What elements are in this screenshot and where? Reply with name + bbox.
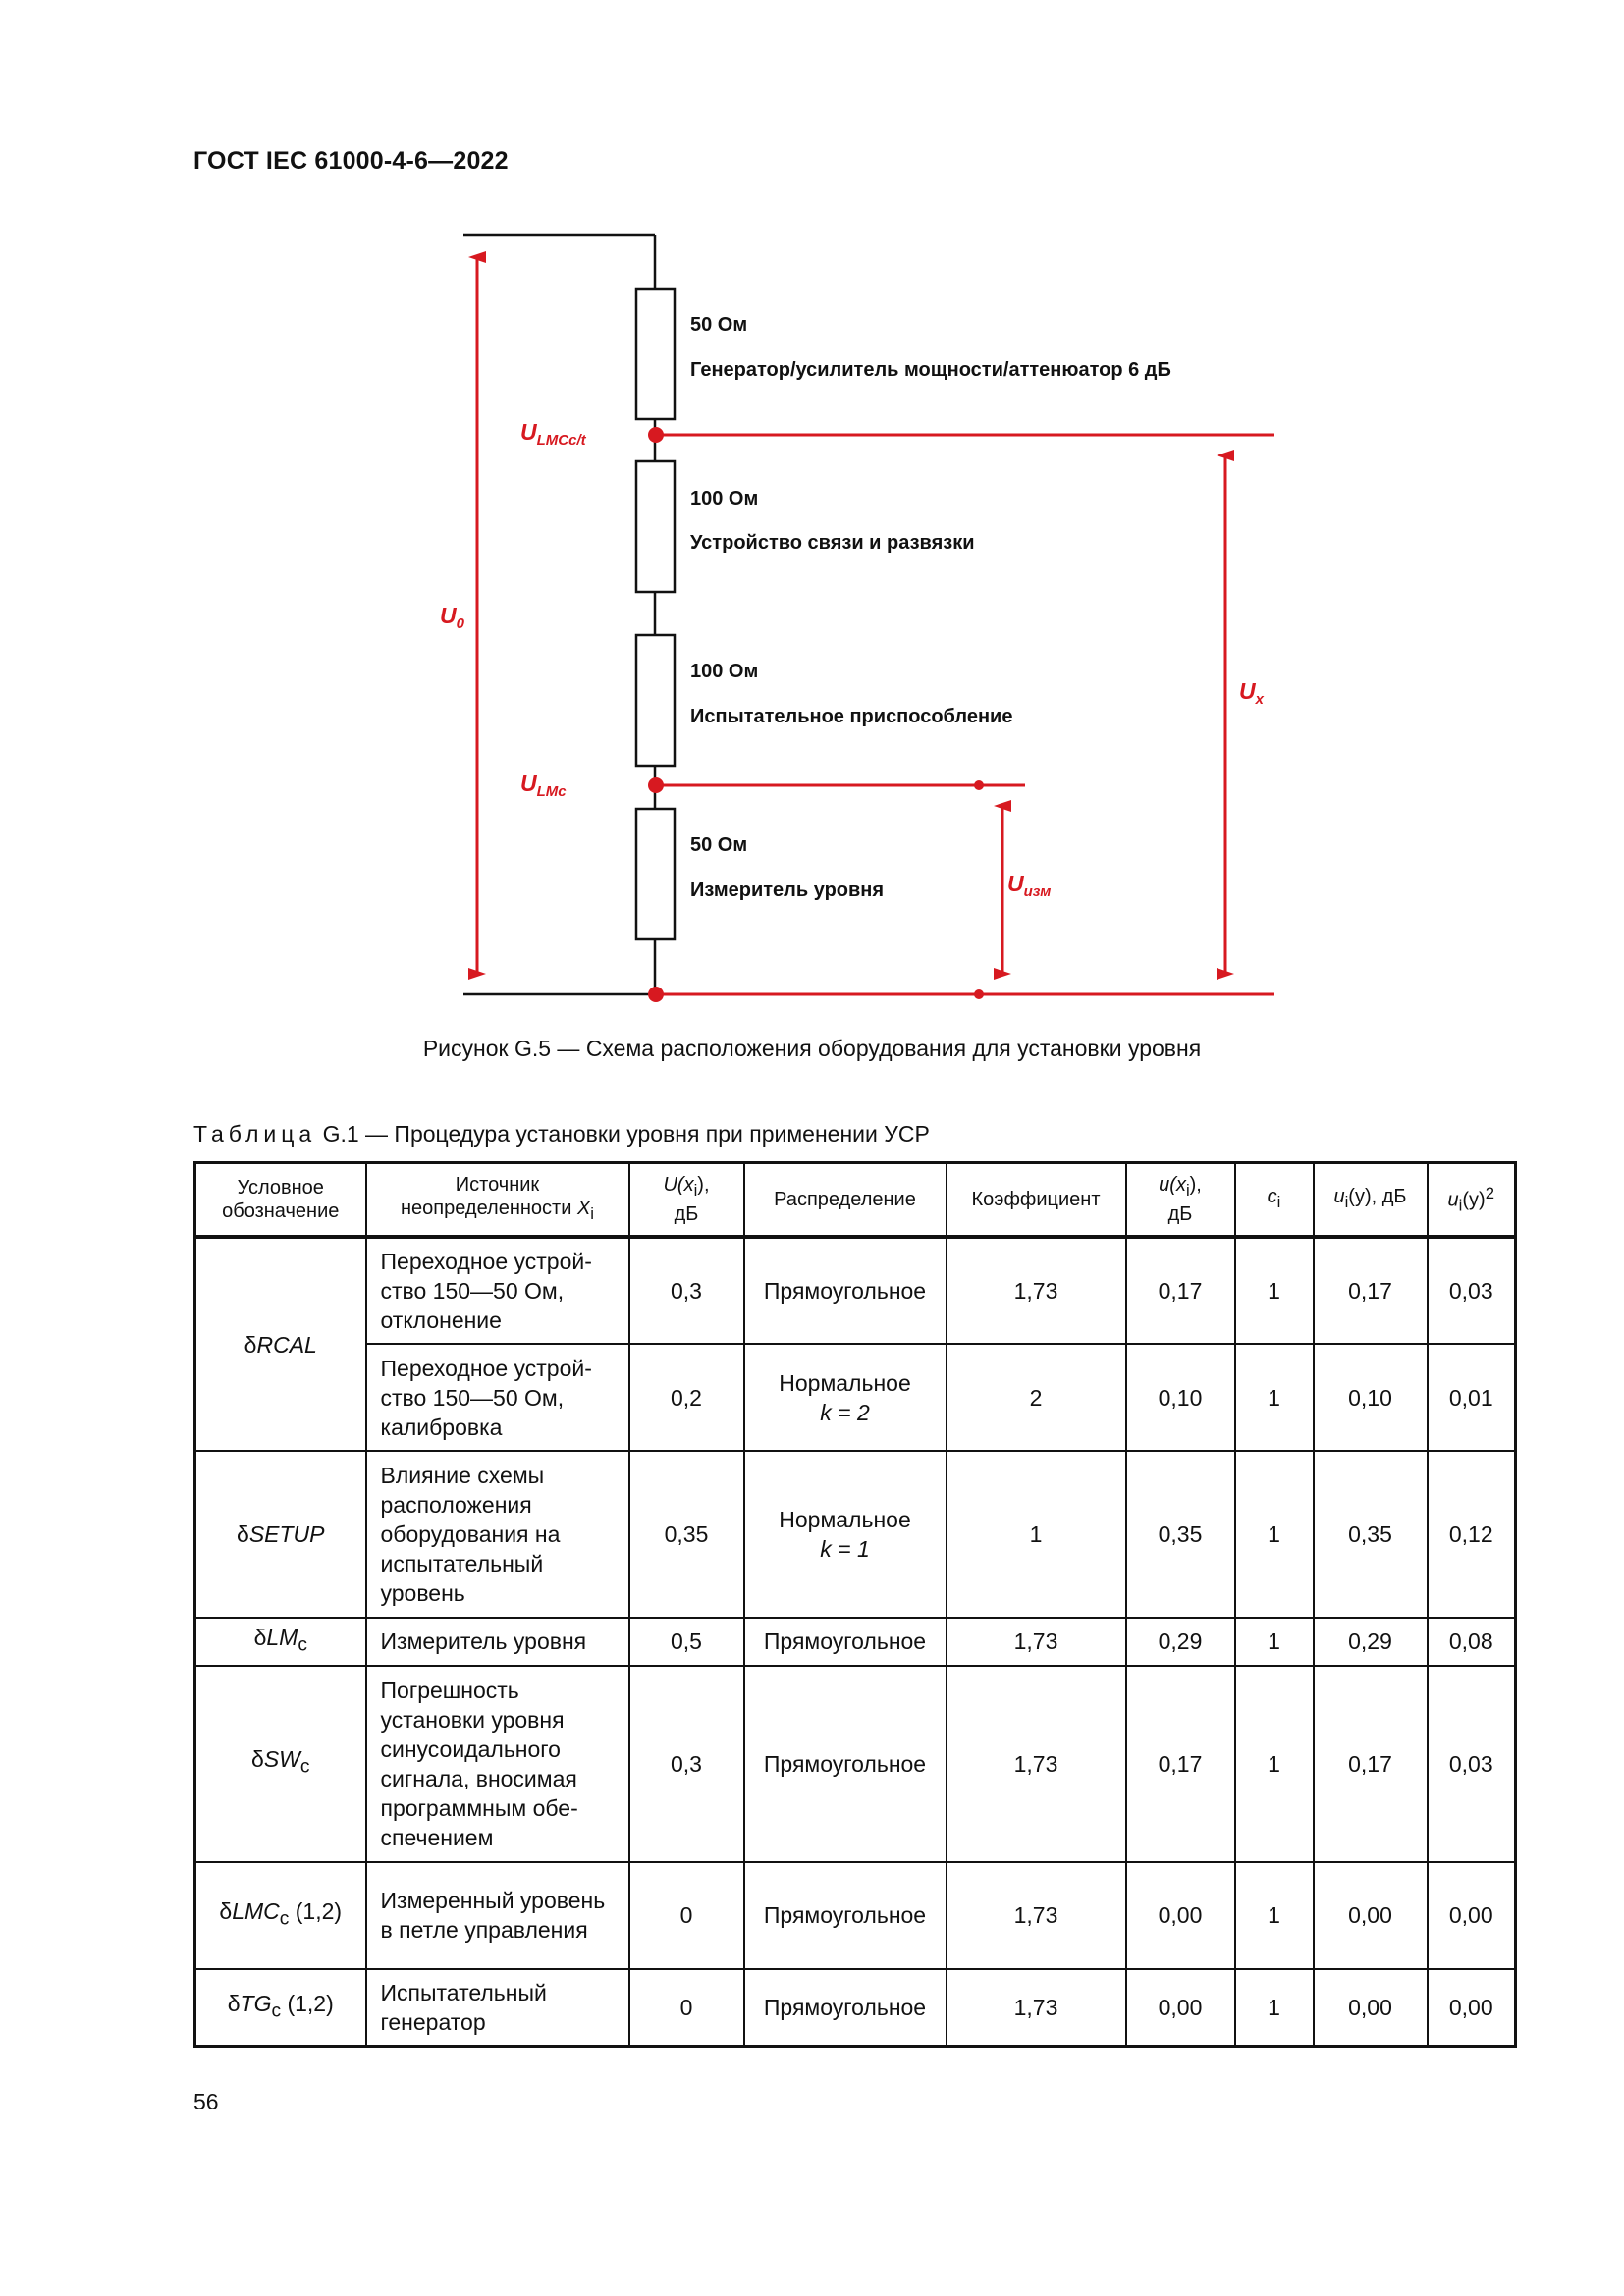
label-uizm: $U_{изм}$: [1007, 871, 1052, 900]
table-row: [195, 1666, 1516, 1862]
component-4-value: 50 Ом: [690, 834, 748, 856]
u-cell: 0: [629, 1862, 744, 1969]
uy2-cell: 0,00: [1428, 1862, 1516, 1969]
symbol-swc: δSW$_c$: [195, 1666, 366, 1862]
u-cell: 0,3: [629, 1237, 744, 1344]
uncertainty-table: [193, 1161, 1517, 2048]
distribution-cell: Нормальное k = 2: [744, 1344, 947, 1451]
label-u0: $U_0$: [440, 603, 464, 632]
u-cell: 0,2: [629, 1344, 744, 1451]
ux-cell: 0,00: [1126, 1969, 1235, 2047]
uy-cell: 0,17: [1314, 1237, 1428, 1344]
distribution-cell: Прямоугольное: [744, 1969, 947, 2047]
component-2-value: 100 Ом: [690, 488, 759, 509]
c-cell: 1: [1235, 1969, 1314, 2047]
coefficient-cell: 1,73: [947, 1237, 1126, 1344]
component-3-desc: Испытательное приспособление: [690, 706, 1013, 727]
source-cell: Испытательный генератор: [366, 1969, 629, 2047]
circuit-diagram: [0, 0, 1624, 1021]
ux-cell: 0,29: [1126, 1618, 1235, 1666]
node-bottom-small: [974, 989, 984, 999]
coefficient-cell: 1: [947, 1451, 1126, 1618]
source-cell: Погрешность установки уровня синусоидального сигнала, вносимая программным обе-спечением: [366, 1666, 629, 1862]
ux-cell: 0,17: [1126, 1237, 1235, 1344]
label-ulmc: $U_{LMc}$: [520, 771, 567, 800]
resistor-100-ohm-fixture: [636, 635, 675, 766]
u-cell: 0,3: [629, 1666, 744, 1862]
node-ulmc-end: [974, 780, 984, 790]
ux-cell: 0,10: [1126, 1344, 1235, 1451]
uy2-cell: 0,03: [1428, 1237, 1516, 1344]
uy2-cell: 0,12: [1428, 1451, 1516, 1618]
header-uiy2: $u_i(y)^2$: [1428, 1163, 1516, 1238]
resistor-50-ohm-generator: [636, 289, 675, 419]
header-ci: $c_i$: [1235, 1163, 1314, 1238]
distribution-cell: Прямоугольное: [744, 1862, 947, 1969]
ux-cell: 0,00: [1126, 1862, 1235, 1969]
source-cell: Измеренный уровень в петле управления: [366, 1862, 629, 1969]
node-bottom: [648, 987, 664, 1002]
header-uiy: $u_i(y)$, дБ: [1314, 1163, 1428, 1238]
node-ulmcct: [648, 427, 664, 443]
label-ux: $U_x$: [1239, 678, 1264, 708]
table-caption-text: G.1 — Процедура установки уровня при применении УСР: [322, 1121, 930, 1147]
uy-cell: 0,00: [1314, 1969, 1428, 2047]
source-cell: Влияние схемы расположения оборудования на испытательный уровень: [366, 1451, 629, 1618]
coefficient-cell: 1,73: [947, 1862, 1126, 1969]
component-2-desc: Устройство связи и развязки: [690, 532, 975, 554]
c-cell: 1: [1235, 1451, 1314, 1618]
table-row: [195, 1237, 1516, 1344]
header-coefficient: Коэффициент: [947, 1163, 1126, 1238]
resistor-50-ohm-meter: [636, 809, 675, 939]
table-row: [195, 1451, 1516, 1618]
ux-cell: 0,17: [1126, 1666, 1235, 1862]
resistor-100-ohm-cdn: [636, 461, 675, 592]
source-cell: Переходное устрой-ство 150—50 Ом, калибровка: [366, 1344, 629, 1451]
c-cell: 1: [1235, 1344, 1314, 1451]
distribution-cell: Прямоугольное: [744, 1618, 947, 1666]
coefficient-cell: 2: [947, 1344, 1126, 1451]
source-cell: Измеритель уровня: [366, 1618, 629, 1666]
uy-cell: 0,10: [1314, 1344, 1428, 1451]
table-row: [195, 1862, 1516, 1969]
table-caption-prefix: Таблица: [193, 1121, 317, 1147]
symbol-tgc: δTG$_c$ (1,2): [195, 1969, 366, 2047]
uy2-cell: 0,03: [1428, 1666, 1516, 1862]
c-cell: 1: [1235, 1666, 1314, 1862]
table-row: [195, 1969, 1516, 2047]
header-U: $U(x_i)$, дБ: [629, 1163, 744, 1238]
coefficient-cell: 1,73: [947, 1618, 1126, 1666]
symbol-lmc: δLM$_c$: [195, 1618, 366, 1666]
distribution-cell: Прямоугольное: [744, 1666, 947, 1862]
ux-cell: 0,35: [1126, 1451, 1235, 1618]
symbol-rcal: δRCAL: [195, 1237, 366, 1451]
uy2-cell: 0,00: [1428, 1969, 1516, 2047]
header-source: Источник неопределенности $X_i$: [366, 1163, 629, 1238]
header-symbol: Условное обозначение: [195, 1163, 366, 1238]
u-cell: 0,35: [629, 1451, 744, 1618]
uy2-cell: 0,01: [1428, 1344, 1516, 1451]
c-cell: 1: [1235, 1237, 1314, 1344]
symbol-lmcc: δLMC$_c$ (1,2): [195, 1862, 366, 1969]
c-cell: 1: [1235, 1618, 1314, 1666]
label-ulmcct: $U_{LMCc/t}$: [520, 419, 586, 449]
component-4-desc: Измеритель уровня: [690, 880, 885, 901]
uy2-cell: 0,08: [1428, 1618, 1516, 1666]
table-header-row: [195, 1163, 1516, 1238]
coefficient-cell: 1,73: [947, 1969, 1126, 2047]
table-caption: [193, 1121, 930, 1148]
uy-cell: 0,17: [1314, 1666, 1428, 1862]
distribution-cell: Прямоугольное: [744, 1237, 947, 1344]
u-cell: 0,5: [629, 1618, 744, 1666]
distribution-cell: Нормальное k = 1: [744, 1451, 947, 1618]
header-distribution: Распределение: [744, 1163, 947, 1238]
document-code: ГОСТ IEC 61000-4-6—2022: [193, 147, 509, 175]
table-row: [195, 1618, 1516, 1666]
table-row: [195, 1344, 1516, 1451]
uy-cell: 0,35: [1314, 1451, 1428, 1618]
c-cell: 1: [1235, 1862, 1314, 1969]
source-cell: Переходное устрой-ство 150—50 Ом, отклонение: [366, 1237, 629, 1344]
page-number: 56: [193, 2089, 219, 2114]
figure-caption: Рисунок G.5 — Схема расположения оборудования для установки уровня: [422, 1036, 1202, 1061]
component-3-value: 100 Ом: [690, 661, 759, 682]
uy-cell: 0,00: [1314, 1862, 1428, 1969]
symbol-setup: δSETUP: [195, 1451, 366, 1618]
uy-cell: 0,29: [1314, 1618, 1428, 1666]
header-u: $u(x_i)$, дБ: [1126, 1163, 1235, 1238]
component-1-desc: Генератор/усилитель мощности/аттенюатор 6 дБ: [690, 359, 1171, 381]
u-cell: 0: [629, 1969, 744, 2047]
coefficient-cell: 1,73: [947, 1666, 1126, 1862]
node-ulmc: [648, 777, 664, 793]
component-1-value: 50 Ом: [690, 314, 748, 336]
